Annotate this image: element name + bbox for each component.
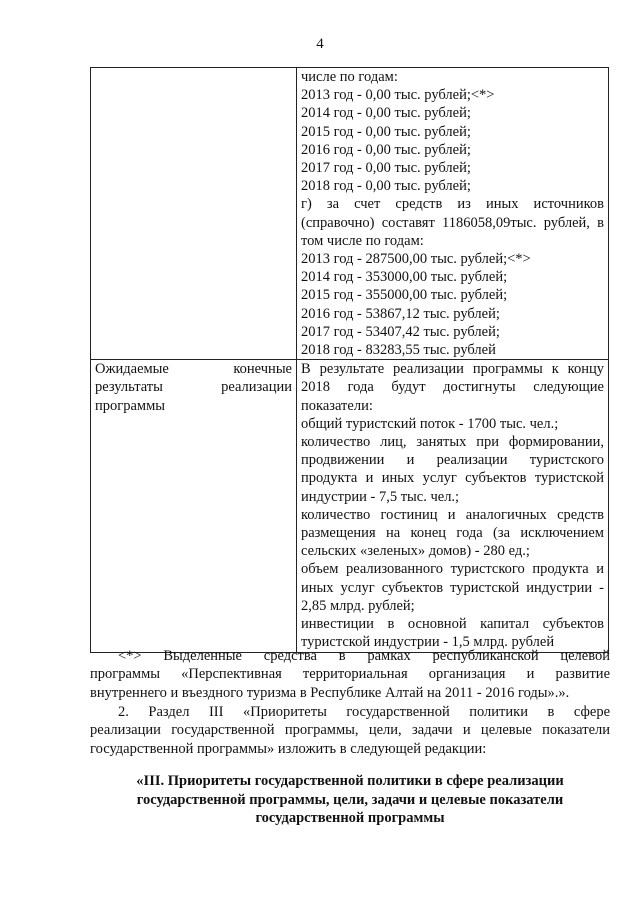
heading-line: государственной программы, цели, задачи и целевые показатели [136, 791, 564, 808]
footnote [90, 647, 610, 702]
table-line: том числе по годам: [301, 232, 424, 249]
table-line: программы [95, 397, 165, 414]
table-line: 2013 год - 0,00 тыс. рублей;<*> [301, 87, 495, 104]
table-line: 2017 год - 53407,42 тыс. рублей; [301, 323, 500, 340]
page-number: 4 [316, 36, 324, 52]
table-line: 2018 год - 0,00 тыс. рублей; [301, 178, 471, 195]
table-line: объем реализованного туристского продукта и [301, 561, 604, 578]
table-line: инвестиции в основной капитал субъектов [301, 616, 604, 633]
table-line: продукта и иных услуг субъектов туристской [301, 470, 604, 487]
table-line: 2,85 млрд. рублей; [301, 597, 415, 614]
amendment-paragraph [90, 703, 610, 758]
table-line: В результате реализации программы к концу [301, 361, 604, 378]
footnote-line: программы «Перспективная территориальная организация и развитие [90, 666, 610, 683]
table-line: продвижении и реализации туристского [301, 452, 604, 469]
table-line: 2013 год - 287500,00 тыс. рублей;<*> [301, 251, 531, 268]
table-line: иных услуг субъектов туристской индустрии - [301, 579, 604, 596]
table-row [91, 68, 609, 360]
table-line: 2015 год - 0,00 тыс. рублей; [301, 123, 471, 140]
funding-cell [297, 68, 609, 360]
passport-table [90, 67, 609, 653]
table-line: индустрии - 7,5 тыс. чел.; [301, 488, 460, 505]
table-line: сельских «зеленых» домов) - 280 ед.; [301, 543, 530, 560]
footnote-line: <*> Выделенные средства в рамках республиканской целевой [118, 648, 610, 664]
table-line: 2017 год - 0,00 тыс. рублей; [301, 160, 471, 177]
table-line: Ожидаемые конечные [95, 361, 292, 378]
table-row [91, 360, 609, 652]
results-label-cell [91, 360, 297, 652]
table-line: 2018 года будут достигнуты следующие [301, 379, 604, 396]
paragraph-line: 2. Раздел III «Приоритеты государственной политики в сфере [118, 704, 610, 720]
table-line: результаты реализации [95, 379, 292, 396]
heading-line: государственной программы [255, 810, 445, 827]
table-line: 2016 год - 53867,12 тыс. рублей; [301, 305, 500, 322]
table-line: (справочно) составят 1186058,09тыс. рублей, в [301, 214, 604, 231]
table-line: количество лиц, занятых при формировании, [301, 434, 604, 451]
table-line: туристской индустрии - 1,5 млрд. рублей [301, 634, 555, 651]
table-line: 2016 год - 0,00 тыс. рублей; [301, 141, 471, 158]
table-line: размещения на конец года (за исключением [301, 525, 604, 542]
footnote-line: внутреннего и въездного туризма в Республике Алтай на 2011 - 2016 годы».». [90, 684, 570, 701]
table-line: общий туристский поток - 1700 тыс. чел.; [301, 415, 559, 432]
table-line: 2014 год - 353000,00 тыс. рублей; [301, 269, 508, 286]
table-line: 2018 год - 83283,55 тыс. рублей [301, 342, 496, 359]
section-heading [90, 772, 610, 828]
table-cell-empty [91, 68, 297, 360]
table-line: г) за счет средств из иных источников [301, 196, 604, 213]
paragraph-line: реализации государственной программы, цели, задачи и целевые показатели [90, 722, 610, 739]
table-line: 2015 год - 355000,00 тыс. рублей; [301, 287, 508, 304]
results-value-cell [297, 360, 609, 652]
heading-line: «III. Приоритеты государственной политики в сфере реализации [136, 773, 564, 789]
table-line: показатели: [301, 397, 373, 414]
table-line: количество гостиниц и аналогичных средств [301, 506, 604, 523]
paragraph-line: государственной программы» изложить в следующей редакции: [90, 740, 487, 757]
table-line: числе по годам: [301, 69, 398, 85]
table-line: 2014 год - 0,00 тыс. рублей; [301, 105, 471, 122]
